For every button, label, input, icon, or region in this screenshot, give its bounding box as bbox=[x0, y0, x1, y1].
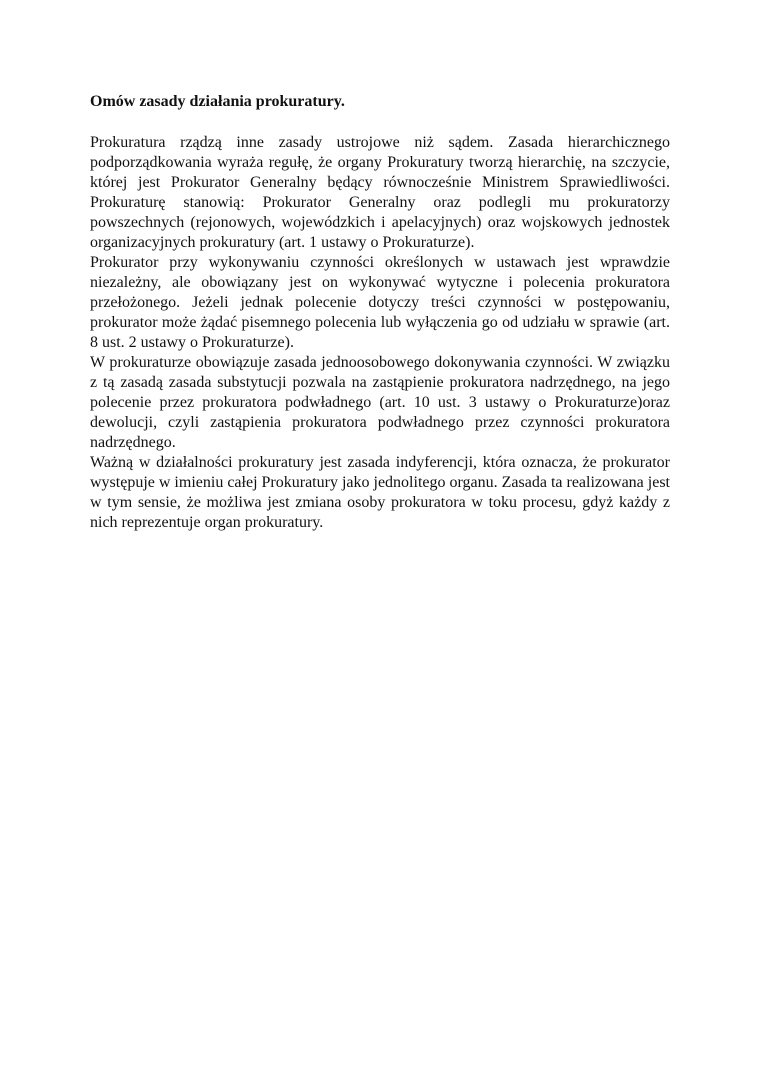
document-body bbox=[90, 92, 670, 533]
document-title: Omów zasady działania prokuratury. bbox=[90, 93, 345, 110]
paragraph-substitution: W prokuraturze obowiązuje zasada jednoosobowego dokonywania czynności. W związku z tą zasadą zasada substytucji pozwala na zastąpienie prokuratora nadrzędnego, na jego polecenie przez prokuratora podwładnego (art. 10 ust. 3 ustawy o Prokuraturze)oraz dewolucji, czyli zastąpienia prokuratora podwładnego przez czynności prokuratora nadrzędnego. bbox=[90, 354, 670, 451]
paragraph-independence: Prokurator przy wykonywaniu czynności określonych w ustawach jest wprawdzie niezależny, ale obowiązany jest on wykonywać wytyczne i polecenia prokuratora przełożonego. Jeżeli jednak polecenie dotyczy treści czynności w postępowaniu, prokurator może żądać pisemnego polecenia lub wyłączenia go od udziału w sprawie (art. 8 ust. 2 ustawy o Prokuraturze). bbox=[90, 254, 670, 351]
paragraph-indifference: Ważną w działalności prokuratury jest zasada indyferencji, która oznacza, że prokurator występuje w imieniu całej Prokuratury jako jednolitego organu. Zasada ta realizowana jest w tym sensie, że możliwa jest zmiana osoby prokuratora w toku procesu, gdyż każdy z nich reprezentuje organ prokuratury. bbox=[90, 454, 670, 531]
paragraph-hierarchy: Prokuratura rządzą inne zasady ustrojowe niż sądem. Zasada hierarchicznego podporządkowania wyraża regułę, że organy Prokuratury tworzą hierarchię, na szczycie, której jest Prokurator Generalny będący równocześnie Ministrem Sprawiedliwości. Prokuraturę stanowią: Prokurator Generalny oraz podlegli mu prokuratorzy powszechnych (rejonowych, wojewódzkich i apelacyjnych) oraz wojskowych jednostek organizacyjnych prokuratury (art. 1 ustawy o Prokuraturze). bbox=[90, 134, 670, 251]
